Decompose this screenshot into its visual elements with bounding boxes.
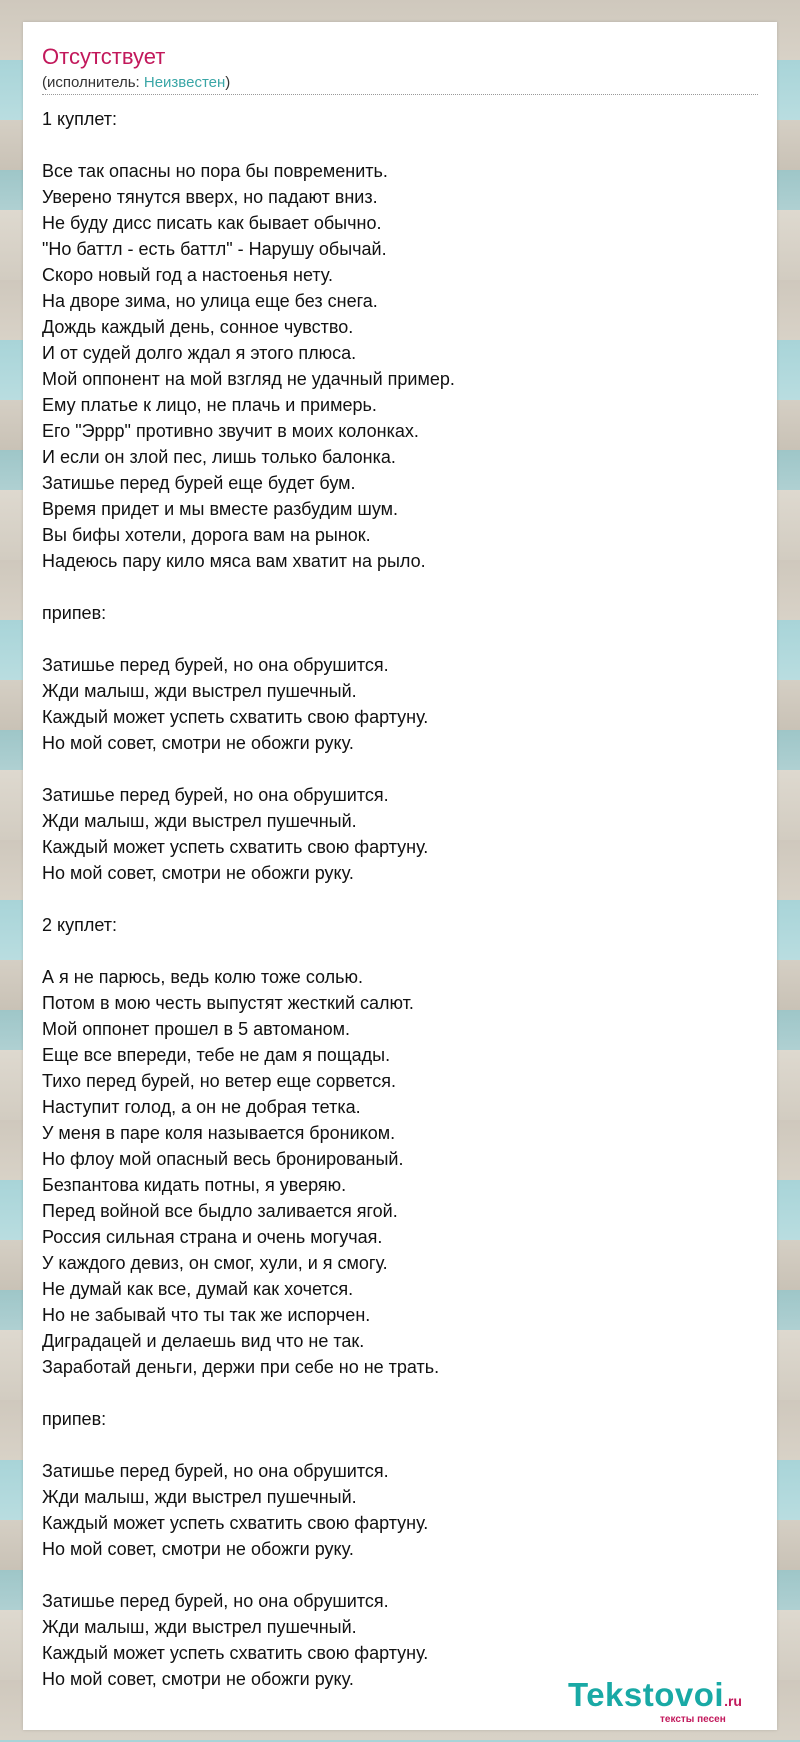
artist-prefix: (исполнитель: xyxy=(42,74,144,91)
lyrics-line: Тихо перед бурей, но ветер еще сорвется. xyxy=(42,1071,396,1091)
lyrics-line: "Но баттл - есть баттл" - Нарушу обычай. xyxy=(42,239,387,259)
lyrics-line: Мой оппонет прошел в 5 автоманом. xyxy=(42,1019,351,1039)
lyrics-line: Безпантова кидать потны, я уверяю. xyxy=(42,1175,347,1195)
lyrics-line: Не думай как все, думай как хочется. xyxy=(42,1279,354,1299)
lyrics-line: 1 куплет: xyxy=(42,109,117,129)
lyrics-blank-line xyxy=(42,756,742,782)
lyrics-line: Вы бифы хотели, дорога вам на рынок. xyxy=(42,525,371,545)
lyrics-line: припев: xyxy=(42,603,107,623)
site-logo[interactable] xyxy=(568,1676,768,1726)
lyrics-blank-line xyxy=(42,626,742,652)
logo-wordmark: Tekstovoi xyxy=(568,1676,725,1713)
lyrics-line: Но мой совет, смотри не обожги руку. xyxy=(42,1539,354,1559)
artist-link[interactable]: Неизвестен xyxy=(143,74,226,91)
lyrics-line: У меня в паре коля называется броником. xyxy=(42,1123,396,1143)
lyrics-line: Затишье перед бурей, но она обрушится. xyxy=(42,655,389,675)
lyrics-line: Скоро новый год а настоенья нету. xyxy=(42,265,333,285)
lyrics-line: Жди малыш, жди выстрел пушечный. xyxy=(42,1617,357,1637)
lyrics-line: 2 куплет: xyxy=(42,915,117,935)
artist-suffix: ) xyxy=(225,74,231,91)
lyrics-line: На дворе зима, но улица еще без снега. xyxy=(42,291,378,311)
lyrics-line: У каждого девиз, он смог, хули, и я смогу. xyxy=(42,1253,388,1273)
logo-tagline: тексты песен xyxy=(660,1714,726,1725)
lyrics-line: Перед войной все быдло заливается ягой. xyxy=(42,1201,398,1221)
lyrics-line: Надеюсь пару кило мяса вам хватит на рыло. xyxy=(42,551,426,571)
lyrics-line: Затишье перед бурей, но она обрушится. xyxy=(42,785,389,805)
lyrics-blank-line xyxy=(42,1380,742,1406)
lyrics-line: Ему платье к лицо, не плачь и примерь. xyxy=(42,395,377,415)
lyrics-line: Каждый может успеть схватить свою фартуну. xyxy=(42,707,429,727)
lyrics-line: А я не парюсь, ведь колю тоже солью. xyxy=(42,967,364,987)
lyrics-line: Не буду дисс писать как бывает обычно. xyxy=(42,213,382,233)
lyrics-line: Все так опасны но пора бы повременить. xyxy=(42,161,388,181)
artist-line xyxy=(42,74,230,91)
lyrics-blank-line xyxy=(42,1562,742,1588)
lyrics-blank-line xyxy=(42,574,742,600)
lyrics-line: Диградацей и делаешь вид что не так. xyxy=(42,1331,365,1351)
header-divider xyxy=(42,94,758,95)
lyrics-line: Уверено тянутся вверх, но падают вниз. xyxy=(42,187,378,207)
lyrics-line: припев: xyxy=(42,1409,107,1429)
logo-domain: .ru xyxy=(724,1693,742,1709)
lyrics-line: Каждый может успеть схватить свою фартуну. xyxy=(42,1643,429,1663)
lyrics-line: Затишье перед бурей, но она обрушится. xyxy=(42,1461,389,1481)
lyrics-blank-line xyxy=(42,1432,742,1458)
lyrics-line: Заработай деньги, держи при себе но не трать. xyxy=(42,1357,440,1377)
lyrics-line: Его "Эррр" противно звучит в моих колонках. xyxy=(42,421,419,441)
lyrics-line: Жди малыш, жди выстрел пушечный. xyxy=(42,811,357,831)
lyrics-line: Каждый может успеть схватить свою фартуну. xyxy=(42,1513,429,1533)
lyrics-line: Жди малыш, жди выстрел пушечный. xyxy=(42,681,357,701)
lyrics-line: И если он злой пес, лишь только балонка. xyxy=(42,447,396,467)
lyrics-line: Затишье перед бурей, но она обрушится. xyxy=(42,1591,389,1611)
song-title: Отсутствует xyxy=(42,44,166,69)
lyrics-line: Но мой совет, смотри не обожги руку. xyxy=(42,863,354,883)
lyrics-line: Каждый может успеть схватить свою фартуну. xyxy=(42,837,429,857)
lyrics-line: Но не забывай что ты так же испорчен. xyxy=(42,1305,371,1325)
lyrics-line: Потом в мою честь выпустят жесткий салют. xyxy=(42,993,414,1013)
lyrics-line: Жди малыш, жди выстрел пушечный. xyxy=(42,1487,357,1507)
lyrics-line: И от судей долго ждал я этого плюса. xyxy=(42,343,357,363)
lyrics-line: Дождь каждый день, сонное чувство. xyxy=(42,317,354,337)
lyrics-line: Россия сильная страна и очень могучая. xyxy=(42,1227,383,1247)
lyrics-line: Затишье перед бурей еще будет бум. xyxy=(42,473,356,493)
lyrics-line: Но мой совет, смотри не обожги руку. xyxy=(42,733,354,753)
lyrics-blank-line xyxy=(42,938,742,964)
lyrics-text xyxy=(42,106,742,1692)
lyrics-line: Но мой совет, смотри не обожги руку. xyxy=(42,1669,354,1689)
lyrics-line: Но флоу мой опасный весь бронированый. xyxy=(42,1149,404,1169)
lyrics-line: Еще все впереди, тебе не дам я пощады. xyxy=(42,1045,391,1065)
lyrics-line: Мой оппонент на мой взгляд не удачный пример. xyxy=(42,369,455,389)
lyrics-line: Наступит голод, а он не добрая тетка. xyxy=(42,1097,361,1117)
lyrics-blank-line xyxy=(42,886,742,912)
lyrics-blank-line xyxy=(42,132,742,158)
lyrics-line: Время придет и мы вместе разбудим шум. xyxy=(42,499,399,519)
